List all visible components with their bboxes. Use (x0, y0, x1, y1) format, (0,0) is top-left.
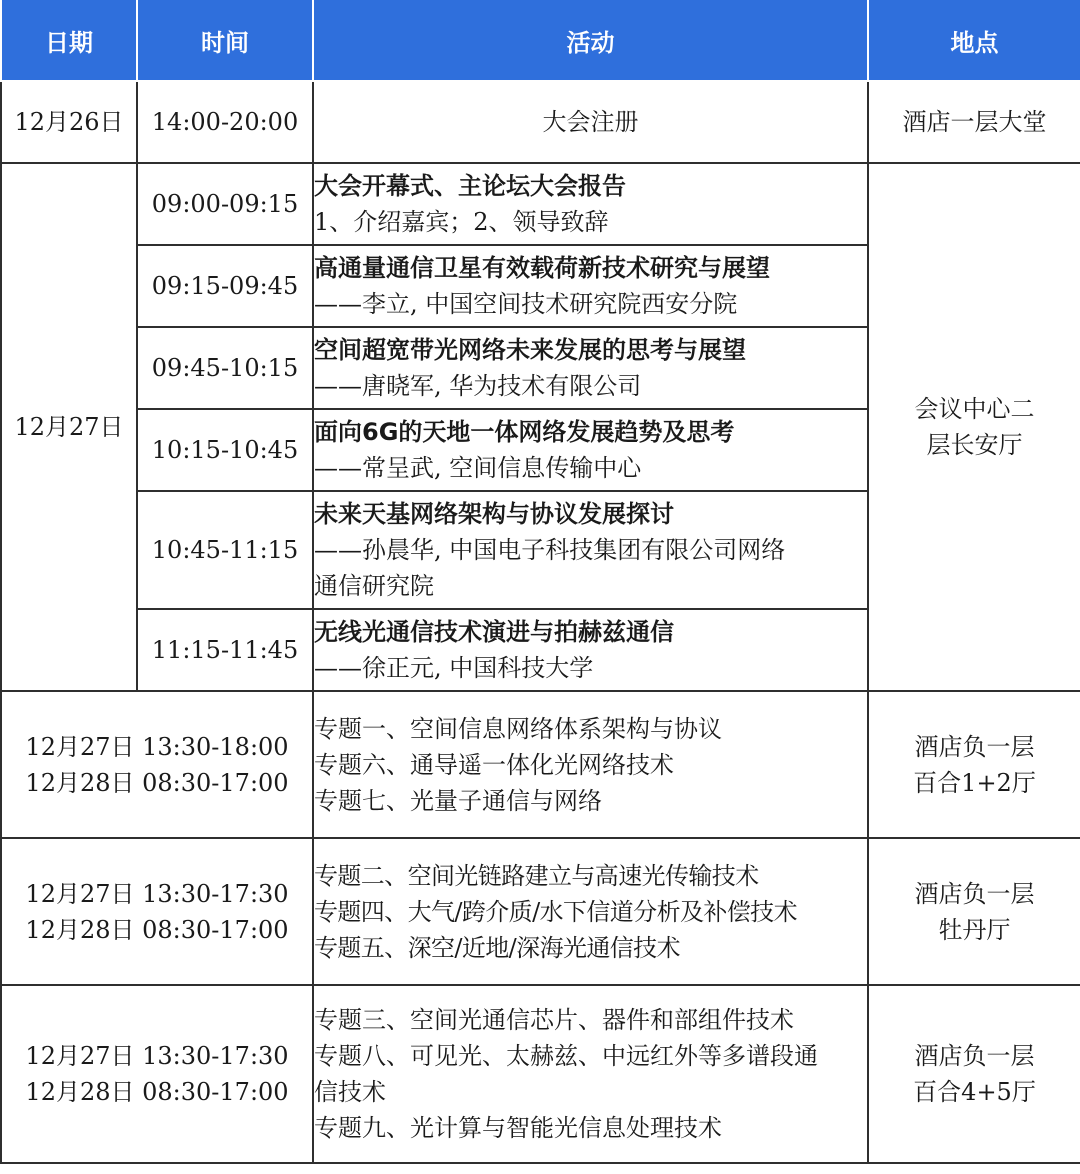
datetime-line: 12月27日 13:30-18:00 (25, 732, 289, 761)
datetime-line: 12月28日 08:30-17:00 (25, 1078, 289, 1106)
table-row (1, 163, 1080, 245)
time-cell: 10:15-10:45 (137, 409, 313, 491)
location-line: 百合1+2厅 (913, 768, 1036, 797)
table-row (1, 838, 1080, 985)
topics-cell (313, 985, 868, 1163)
location-line: 酒店负一层 (914, 1042, 1035, 1070)
location-line: 百合4+5厅 (913, 1078, 1036, 1106)
topic-line: 专题四、大气/跨介质/水下信道分析及补偿技术 (314, 897, 797, 926)
session-title: 无线光通信技术演进与拍赫兹通信 (314, 618, 674, 646)
session-title: 面向6G的天地一体网络发展趋势及思考 (314, 418, 735, 446)
datetime-line: 12月27日 13:30-17:30 (25, 1042, 289, 1070)
location-cell (868, 691, 1080, 838)
header-time: 时间 (137, 0, 313, 81)
topic-line: 专题八、可见光、太赫兹、中远红外等多谱段通 (314, 1042, 818, 1070)
session-title: 大会开幕式、主论坛大会报告 (314, 172, 626, 200)
location-line: 层长安厅 (926, 431, 1023, 459)
header-row (1, 0, 1080, 81)
location-line: 会议中心二 (914, 395, 1035, 423)
table-row (1, 691, 1080, 838)
datetime-line: 12月28日 08:30-17:00 (25, 915, 289, 944)
table-row (1, 985, 1080, 1163)
location-line: 酒店负一层 (914, 879, 1035, 908)
topics-cell (313, 691, 868, 838)
activity-cell (313, 491, 868, 609)
topic-line: 专题五、深空/近地/深海光通信技术 (314, 933, 680, 962)
topic-line: 专题六、通导遥一体化光网络技术 (314, 750, 674, 779)
session-subtitle: ——李立, 中国空间技术研究院西安分院 (314, 290, 738, 318)
header-location: 地点 (868, 0, 1080, 81)
time-cell: 09:00-09:15 (137, 163, 313, 245)
topic-line: 专题九、光计算与智能光信息处理技术 (314, 1114, 722, 1142)
datetime-cell (1, 985, 313, 1163)
datetime-cell (1, 691, 313, 838)
time-cell: 09:45-10:15 (137, 327, 313, 409)
session-subtitle: ——徐正元, 中国科技大学 (314, 654, 594, 682)
date-cell: 12月27日 (1, 163, 137, 691)
time-cell: 10:45-11:15 (137, 491, 313, 609)
topic-line: 专题三、空间光通信芯片、器件和部组件技术 (314, 1006, 794, 1034)
time-cell: 09:15-09:45 (137, 245, 313, 327)
session-subtitle: 1、介绍嘉宾；2、领导致辞 (314, 208, 609, 236)
location-line: 牡丹厅 (938, 915, 1011, 944)
datetime-line: 12月28日 08:30-17:00 (25, 768, 289, 797)
activity-cell (313, 163, 868, 245)
topic-line: 专题一、空间信息网络体系架构与协议 (314, 714, 722, 743)
activity-cell (313, 609, 868, 691)
activity-cell (313, 245, 868, 327)
location-cell (868, 838, 1080, 985)
session-title: 未来天基网络架构与协议发展探讨 (314, 500, 674, 528)
session-title: 空间超宽带光网络未来发展的思考与展望 (314, 336, 746, 364)
session-subtitle: ——常呈武, 空间信息传输中心 (314, 454, 642, 482)
location-cell (868, 163, 1080, 691)
topics-cell (313, 838, 868, 985)
time-cell: 11:15-11:45 (137, 609, 313, 691)
header-date: 日期 (1, 0, 137, 81)
time-cell: 14:00-20:00 (137, 81, 313, 163)
session-subtitle: ——孙晨华, 中国电子科技集团有限公司网络 (314, 536, 786, 564)
table-row (1, 81, 1080, 163)
topic-line: 专题七、光量子通信与网络 (314, 786, 602, 815)
activity-cell (313, 327, 868, 409)
datetime-line: 12月27日 13:30-17:30 (25, 879, 289, 908)
location-cell: 酒店一层大堂 (868, 81, 1080, 163)
date-cell: 12月26日 (1, 81, 137, 163)
activity-cell (313, 409, 868, 491)
session-subtitle: ——唐晓军, 华为技术有限公司 (314, 372, 642, 400)
datetime-cell (1, 838, 313, 985)
topic-line-cont: 信技术 (314, 1078, 386, 1106)
session-subtitle-cont: 通信研究院 (314, 572, 434, 600)
session-title: 高通量通信卫星有效载荷新技术研究与展望 (314, 254, 770, 282)
topic-line: 专题二、空间光链路建立与高速光传输技术 (314, 861, 759, 890)
activity-cell: 大会注册 (313, 81, 868, 163)
header-activity: 活动 (313, 0, 868, 81)
location-line: 酒店负一层 (914, 732, 1035, 761)
location-cell (868, 985, 1080, 1163)
